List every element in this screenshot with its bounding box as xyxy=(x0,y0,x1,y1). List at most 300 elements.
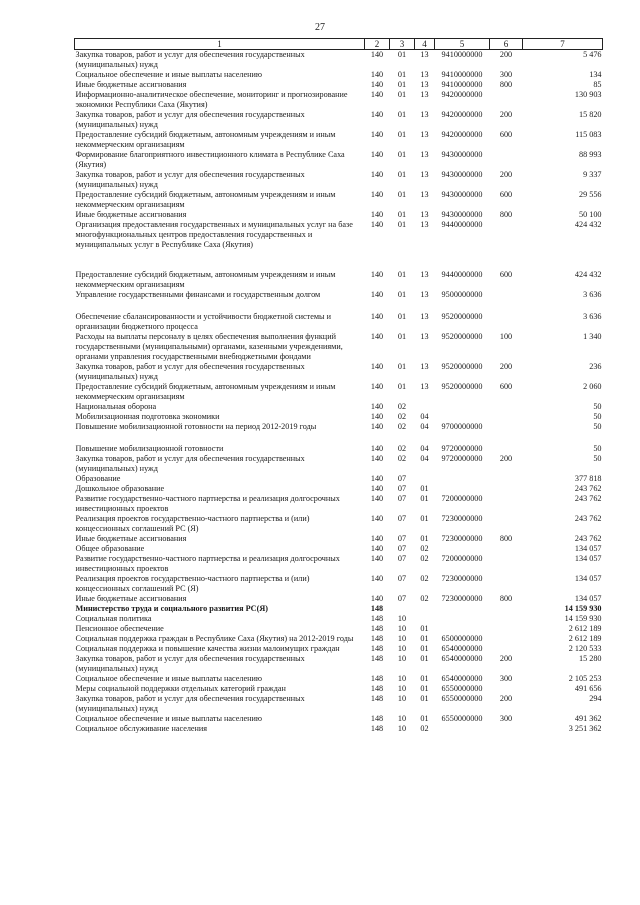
row-subsection-code: 01 xyxy=(420,514,429,523)
table-row xyxy=(75,170,603,190)
row-admin-code: 140 xyxy=(370,50,384,59)
row-section-code: 07 xyxy=(397,574,407,583)
row-expense-type xyxy=(490,574,523,594)
row-subsection-code: 01 xyxy=(420,534,429,543)
table-row xyxy=(75,644,603,654)
row-amount: 130 903 xyxy=(574,90,602,99)
row-section-code: 02 xyxy=(397,444,407,453)
table-row xyxy=(75,514,603,534)
row-name: Пенсионное обеспечение xyxy=(75,624,164,633)
row-section-code: 07 xyxy=(397,474,407,483)
header-col-6: 6 xyxy=(490,39,523,50)
row-target-article xyxy=(435,724,490,734)
table-row xyxy=(75,534,603,544)
row-subsection-code xyxy=(415,474,435,484)
row-target-article: 7230000000 xyxy=(441,594,483,603)
row-name: Иные бюджетные ассигнования xyxy=(75,534,187,543)
row-name: Формирование благоприятного инвестиционного климата в Республике Саха (Якутия) xyxy=(75,150,345,169)
row-section-code: 01 xyxy=(397,110,407,119)
row-admin-code: 148 xyxy=(370,724,384,733)
row-subsection-code: 01 xyxy=(420,634,429,643)
table-row xyxy=(75,50,603,71)
row-amount: 2 120 533 xyxy=(568,644,602,653)
row-expense-type xyxy=(490,624,523,634)
row-section-code: 01 xyxy=(397,312,407,321)
row-target-article xyxy=(435,624,490,634)
row-amount: 50 xyxy=(593,402,602,411)
table-row xyxy=(75,554,603,574)
row-name: Закупка товаров, работ и услуг для обеспечения государственных (муниципальных) нужд xyxy=(75,170,305,189)
row-name: Общее образование xyxy=(75,544,145,553)
row-name: Социальное обеспечение и иные выплаты населению xyxy=(75,70,262,79)
row-section-code: 01 xyxy=(397,80,407,89)
table-row xyxy=(75,90,603,110)
row-name: Реализация проектов государственно-частного партнерства и (или) концессионных соглашений РС (Я) xyxy=(75,514,310,533)
row-name: Социальное обеспечение и иные выплаты населению xyxy=(75,674,262,683)
row-name: Социальная политика xyxy=(75,614,152,623)
row-subsection-code: 04 xyxy=(420,454,429,463)
header-col-3: 3 xyxy=(390,39,415,50)
row-section-code: 07 xyxy=(397,494,407,503)
row-amount: 134 057 xyxy=(574,554,602,563)
row-admin-code: 140 xyxy=(370,514,384,523)
row-target-article xyxy=(435,402,490,412)
row-target-article: 9430000000 xyxy=(441,170,483,179)
row-admin-code: 148 xyxy=(370,684,384,693)
table-row xyxy=(75,412,603,422)
row-expense-type: 600 xyxy=(499,130,513,139)
row-expense-type: 200 xyxy=(499,362,513,371)
row-amount: 2 060 xyxy=(583,382,602,391)
row-admin-code: 140 xyxy=(370,220,384,229)
table-row xyxy=(75,190,603,210)
row-admin-code: 140 xyxy=(370,594,384,603)
row-expense-type: 200 xyxy=(499,170,513,179)
row-name: Организация предоставления государственных и муниципальных услуг на базе многофункциональных центров предоставления государственных и муниципальных услуг в Республике Саха (Якутия) xyxy=(75,220,353,249)
row-admin-code: 140 xyxy=(370,412,384,421)
row-section-code: 10 xyxy=(397,624,407,633)
row-name: Социальная поддержка и повышение качества жизни малоимущих граждан xyxy=(75,644,340,653)
row-expense-type xyxy=(490,220,523,270)
row-section-code: 01 xyxy=(397,90,407,99)
row-expense-type xyxy=(490,422,523,444)
row-name: Закупка товаров, работ и услуг для обеспечения государственных (муниципальных) нужд xyxy=(75,454,305,473)
row-expense-type xyxy=(490,514,523,534)
table-row xyxy=(75,604,603,614)
row-admin-code: 140 xyxy=(370,90,384,99)
table-body xyxy=(75,50,603,735)
row-expense-type: 200 xyxy=(499,654,513,663)
header-col-4: 4 xyxy=(415,39,435,50)
row-section-code: 01 xyxy=(397,382,407,391)
row-subsection-code: 13 xyxy=(420,290,429,299)
budget-table xyxy=(74,38,603,734)
row-expense-type xyxy=(490,444,523,454)
table-row xyxy=(75,484,603,494)
row-expense-type xyxy=(490,544,523,554)
row-admin-code: 140 xyxy=(370,80,384,89)
row-admin-code: 140 xyxy=(370,574,384,583)
row-admin-code: 140 xyxy=(370,70,384,79)
row-expense-type: 800 xyxy=(499,80,513,89)
row-amount: 377 818 xyxy=(574,474,602,483)
row-admin-code: 140 xyxy=(370,444,384,453)
row-subsection-code: 13 xyxy=(420,170,429,179)
row-expense-type xyxy=(490,684,523,694)
table-row xyxy=(75,454,603,474)
table-row xyxy=(75,574,603,594)
row-amount: 50 xyxy=(593,444,602,453)
row-subsection-code: 13 xyxy=(420,70,429,79)
row-amount: 134 057 xyxy=(574,594,602,603)
row-name: Закупка товаров, работ и услуг для обеспечения государственных (муниципальных) нужд xyxy=(75,654,305,673)
row-target-article: 9420000000 xyxy=(441,130,483,139)
row-section-code: 01 xyxy=(397,332,407,341)
row-subsection-code xyxy=(415,604,435,614)
row-name: Расходы на выплаты персоналу в целях обеспечения выполнения функций государственными (муниципальными) органами, казенными учреждениями, органами управления государственными внебюджетными фондами xyxy=(75,332,343,361)
row-target-article xyxy=(435,484,490,494)
row-name: Образование xyxy=(75,474,121,483)
row-target-article: 9420000000 xyxy=(441,90,483,99)
row-amount: 236 xyxy=(589,362,602,371)
row-amount: 491 362 xyxy=(574,714,602,723)
row-admin-code: 148 xyxy=(370,674,384,683)
row-admin-code: 140 xyxy=(370,332,384,341)
table-row xyxy=(75,714,603,724)
row-amount: 50 100 xyxy=(578,210,602,219)
table-row xyxy=(75,654,603,674)
row-name: Реализация проектов государственно-частного партнерства и (или) концессионных соглашений РС (Я) xyxy=(75,574,310,593)
row-section-code: 02 xyxy=(397,454,407,463)
table-row xyxy=(75,70,603,80)
row-amount: 134 xyxy=(589,70,602,79)
table-row xyxy=(75,694,603,714)
row-section-code: 01 xyxy=(397,170,407,179)
table-row xyxy=(75,332,603,362)
row-admin-code: 140 xyxy=(370,210,384,219)
row-target-article: 9520000000 xyxy=(441,382,483,391)
row-section-code: 07 xyxy=(397,534,407,543)
row-name: Развитие государственно-частного партнерства и реализация долгосрочных инвестиционных проектов xyxy=(75,494,340,513)
row-amount: 14 159 930 xyxy=(564,614,602,623)
row-subsection-code: 01 xyxy=(420,694,429,703)
row-section-code: 01 xyxy=(397,70,407,79)
row-expense-type xyxy=(490,614,523,624)
row-subsection-code: 04 xyxy=(420,412,429,421)
row-name: Меры социальной поддержки отдельных категорий граждан xyxy=(75,684,286,693)
row-expense-type: 300 xyxy=(499,674,513,683)
row-admin-code: 140 xyxy=(370,534,384,543)
row-subsection-code: 13 xyxy=(420,50,429,59)
row-subsection-code: 01 xyxy=(420,684,429,693)
row-subsection-code: 13 xyxy=(420,90,429,99)
row-subsection-code: 13 xyxy=(420,270,429,279)
row-expense-type xyxy=(490,604,523,614)
table-row xyxy=(75,614,603,624)
row-expense-type xyxy=(490,724,523,734)
table-row xyxy=(75,634,603,644)
table-row xyxy=(75,624,603,634)
table-row xyxy=(75,150,603,170)
row-subsection-code: 13 xyxy=(420,312,429,321)
row-amount: 50 xyxy=(593,454,602,463)
row-admin-code: 140 xyxy=(370,402,384,411)
row-name: Предоставление субсидий бюджетным, автономным учреждениям и иным некоммерческим организациям xyxy=(75,190,336,209)
row-target-article xyxy=(435,412,490,422)
row-expense-type: 100 xyxy=(499,332,513,341)
row-subsection-code: 01 xyxy=(420,484,429,493)
row-admin-code: 140 xyxy=(370,290,384,299)
row-target-article xyxy=(435,474,490,484)
row-expense-type: 800 xyxy=(499,534,513,543)
row-admin-code: 148 xyxy=(370,694,384,703)
row-section-code: 01 xyxy=(397,290,407,299)
row-subsection-code xyxy=(415,614,435,624)
row-amount: 115 083 xyxy=(575,130,602,139)
row-target-article xyxy=(435,544,490,554)
row-admin-code: 140 xyxy=(370,170,384,179)
row-subsection-code: 13 xyxy=(420,130,429,139)
row-section-code: 10 xyxy=(397,614,407,623)
row-expense-type xyxy=(490,554,523,574)
row-amount: 134 057 xyxy=(574,544,602,553)
row-target-article: 9520000000 xyxy=(441,362,483,371)
row-amount: 88 993 xyxy=(578,150,602,159)
row-amount: 9 337 xyxy=(583,170,602,179)
row-subsection-code: 01 xyxy=(420,654,429,663)
table-row xyxy=(75,220,603,270)
header-col-2: 2 xyxy=(365,39,390,50)
row-amount: 424 432 xyxy=(574,270,602,279)
table-row xyxy=(75,544,603,554)
row-admin-code: 148 xyxy=(370,634,384,643)
table-row xyxy=(75,270,603,290)
row-section-code: 07 xyxy=(397,514,407,523)
row-admin-code: 140 xyxy=(370,474,384,483)
row-target-article: 9430000000 xyxy=(441,210,483,219)
row-target-article: 6550000000 xyxy=(441,694,483,703)
row-section-code: 01 xyxy=(397,270,407,279)
row-name: Обеспечение сбалансированности и устойчивости бюджетной системы и организации бюджетного процесса xyxy=(75,312,331,331)
row-target-article: 9430000000 xyxy=(441,190,483,199)
row-target-article: 9410000000 xyxy=(441,80,483,89)
row-admin-code: 140 xyxy=(370,494,384,503)
row-name: Предоставление субсидий бюджетным, автономным учреждениям и иным некоммерческим организациям xyxy=(75,270,336,289)
row-expense-type: 600 xyxy=(499,190,513,199)
table-row xyxy=(75,110,603,130)
row-amount: 1 340 xyxy=(583,332,602,341)
row-target-article: 9420000000 xyxy=(441,110,483,119)
row-expense-type xyxy=(490,312,523,332)
row-subsection-code: 13 xyxy=(420,190,429,199)
table-row xyxy=(75,724,603,734)
row-name: Повышение мобилизационной готовности на период 2012-2019 годы xyxy=(75,422,317,431)
table-row xyxy=(75,80,603,90)
row-amount: 243 762 xyxy=(574,534,602,543)
row-expense-type: 600 xyxy=(499,382,513,391)
row-section-code: 02 xyxy=(397,412,407,421)
row-amount: 85 xyxy=(593,80,602,89)
row-name: Повышение мобилизационной готовности xyxy=(75,444,224,453)
header-col-1: 1 xyxy=(75,39,365,50)
row-expense-type: 200 xyxy=(499,454,513,463)
row-subsection-code: 04 xyxy=(420,422,429,431)
row-expense-type xyxy=(490,474,523,484)
row-admin-code: 140 xyxy=(370,544,384,553)
row-target-article: 7200000000 xyxy=(441,554,483,563)
row-amount: 15 820 xyxy=(578,110,602,119)
row-amount: 2 105 253 xyxy=(568,674,602,683)
row-target-article: 6550000000 xyxy=(441,714,483,723)
row-admin-code: 140 xyxy=(370,270,384,279)
row-expense-type: 200 xyxy=(499,110,513,119)
row-expense-type xyxy=(490,290,523,312)
row-expense-type xyxy=(490,150,523,170)
row-section-code: 07 xyxy=(397,554,407,563)
row-expense-type xyxy=(490,90,523,110)
row-target-article: 7200000000 xyxy=(441,494,483,503)
row-subsection-code: 13 xyxy=(420,220,429,229)
row-target-article: 9520000000 xyxy=(441,332,483,341)
row-amount: 50 xyxy=(593,422,602,431)
row-admin-code: 140 xyxy=(370,312,384,321)
row-expense-type: 300 xyxy=(499,70,513,79)
row-subsection-code: 13 xyxy=(420,80,429,89)
row-name: Иные бюджетные ассигнования xyxy=(75,594,187,603)
row-admin-code: 140 xyxy=(370,382,384,391)
row-section-code: 10 xyxy=(397,674,407,683)
row-subsection-code: 13 xyxy=(420,332,429,341)
row-amount: 243 762 xyxy=(574,514,602,523)
table-row xyxy=(75,684,603,694)
row-expense-type: 300 xyxy=(499,714,513,723)
row-section-code: 01 xyxy=(397,190,407,199)
row-subsection-code: 02 xyxy=(420,554,429,563)
row-name: Национальная оборона xyxy=(75,402,157,411)
row-section-code: 10 xyxy=(397,634,407,643)
row-section-code: 07 xyxy=(397,484,407,493)
row-amount: 134 057 xyxy=(574,574,602,583)
row-admin-code: 148 xyxy=(370,624,384,633)
row-subsection-code xyxy=(415,402,435,412)
row-subsection-code: 02 xyxy=(420,544,429,553)
table-row xyxy=(75,130,603,150)
row-target-article xyxy=(435,604,490,614)
table-row xyxy=(75,210,603,220)
row-admin-code: 140 xyxy=(370,110,384,119)
table-row xyxy=(75,362,603,382)
row-target-article: 7230000000 xyxy=(441,514,483,523)
row-name: Управление государственными финансами и государственным долгом xyxy=(75,290,321,299)
row-target-article: 9430000000 xyxy=(441,150,483,159)
row-admin-code: 140 xyxy=(370,454,384,463)
row-section-code: 01 xyxy=(397,220,407,229)
row-name: Иные бюджетные ассигнования xyxy=(75,80,187,89)
row-admin-code: 140 xyxy=(370,422,384,431)
row-subsection-code: 01 xyxy=(420,644,429,653)
row-section-code: 01 xyxy=(397,50,407,59)
row-section-code: 02 xyxy=(397,422,407,431)
table-row xyxy=(75,444,603,454)
row-amount: 243 762 xyxy=(574,484,602,493)
row-amount: 14 159 930 xyxy=(564,604,602,613)
row-name: Закупка товаров, работ и услуг для обеспечения государственных (муниципальных) нужд xyxy=(75,110,305,129)
row-subsection-code: 02 xyxy=(420,574,429,583)
row-subsection-code: 13 xyxy=(420,210,429,219)
row-amount: 3 636 xyxy=(583,290,602,299)
row-name: Мобилизационная подготовка экономики xyxy=(75,412,220,421)
table-row xyxy=(75,594,603,604)
table-row xyxy=(75,290,603,312)
row-name: Развитие государственно-частного партнерства и реализация долгосрочных инвестиционных проектов xyxy=(75,554,340,573)
row-expense-type xyxy=(490,412,523,422)
row-section-code: 10 xyxy=(397,644,407,653)
row-subsection-code: 02 xyxy=(420,724,429,733)
row-expense-type: 800 xyxy=(499,594,513,603)
row-target-article: 6500000000 xyxy=(441,634,483,643)
row-admin-code: 148 xyxy=(370,654,384,663)
row-subsection-code: 13 xyxy=(420,150,429,159)
row-admin-code: 148 xyxy=(370,644,384,653)
row-admin-code: 148 xyxy=(370,614,384,623)
row-name: Предоставление субсидий бюджетным, автономным учреждениям и иным некоммерческим организациям xyxy=(75,130,336,149)
row-amount: 50 xyxy=(593,412,602,421)
row-subsection-code: 13 xyxy=(420,110,429,119)
row-name: Информационно-аналитическое обеспечение, мониторинг и прогнозирование экономики Республики Саха (Якутия) xyxy=(75,90,348,109)
row-target-article: 6540000000 xyxy=(441,674,483,683)
row-section-code: 10 xyxy=(397,714,407,723)
row-target-article: 7230000000 xyxy=(441,574,483,583)
table-row xyxy=(75,382,603,402)
row-target-article: 6550000000 xyxy=(441,684,483,693)
table-row xyxy=(75,402,603,412)
row-subsection-code: 01 xyxy=(420,674,429,683)
row-expense-type: 600 xyxy=(499,270,513,279)
row-name: Социальная поддержка граждан в Республике Саха (Якутия) на 2012-2019 годы xyxy=(75,634,354,643)
row-expense-type xyxy=(490,402,523,412)
row-subsection-code: 01 xyxy=(420,494,429,503)
table-row xyxy=(75,422,603,444)
row-target-article: 9720000000 xyxy=(441,454,483,463)
row-subsection-code: 04 xyxy=(420,444,429,453)
row-section-code: 10 xyxy=(397,694,407,703)
row-section-code xyxy=(390,604,415,614)
row-expense-type: 200 xyxy=(499,50,513,59)
row-amount: 3 636 xyxy=(583,312,602,321)
row-subsection-code: 01 xyxy=(420,714,429,723)
table-header-row xyxy=(75,39,603,50)
row-section-code: 07 xyxy=(397,594,407,603)
row-admin-code: 140 xyxy=(370,554,384,563)
row-admin-code: 140 xyxy=(370,150,384,159)
row-name: Иные бюджетные ассигнования xyxy=(75,210,187,219)
row-admin-code: 140 xyxy=(370,484,384,493)
row-name: Закупка товаров, работ и услуг для обеспечения государственных (муниципальных) нужд xyxy=(75,694,305,713)
page-number: 27 xyxy=(315,22,325,33)
row-name: Министерство труда и социального развития РС(Я) xyxy=(75,604,268,613)
row-amount: 243 762 xyxy=(574,494,602,503)
table-row xyxy=(75,674,603,684)
row-section-code: 01 xyxy=(397,362,407,371)
table-row xyxy=(75,474,603,484)
row-target-article: 6540000000 xyxy=(441,654,483,663)
row-target-article: 7230000000 xyxy=(441,534,483,543)
row-name: Предоставление субсидий бюджетным, автономным учреждениям и иным некоммерческим организациям xyxy=(75,382,336,401)
row-target-article: 9410000000 xyxy=(441,50,483,59)
row-section-code: 02 xyxy=(397,402,407,411)
row-section-code: 01 xyxy=(397,210,407,219)
row-target-article: 9520000000 xyxy=(441,312,483,321)
